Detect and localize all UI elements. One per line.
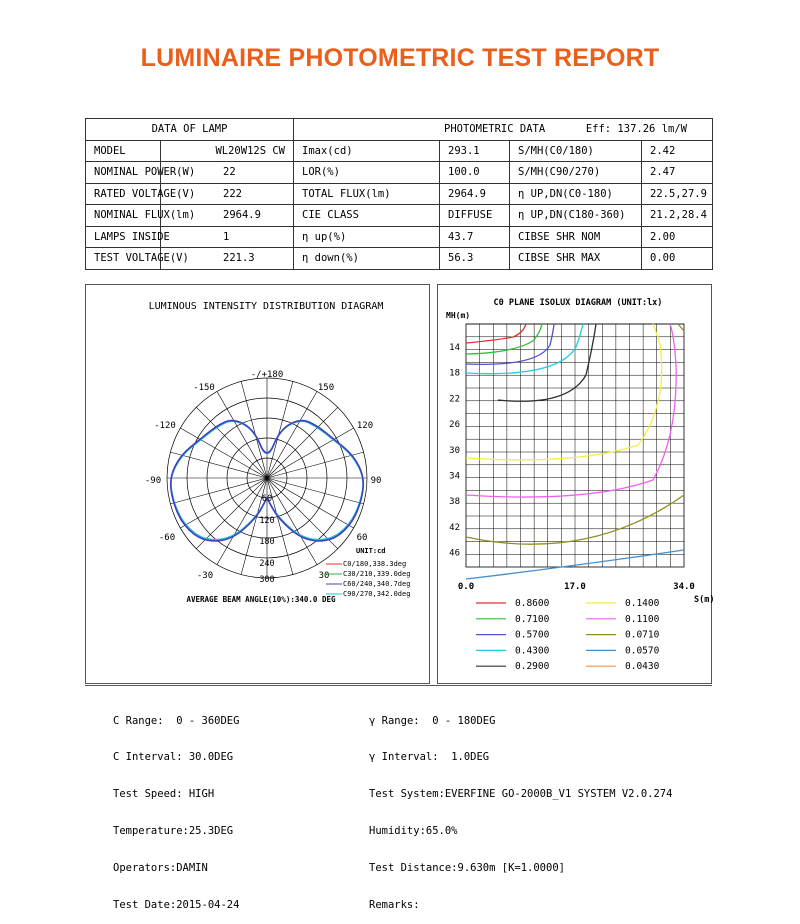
gamma-symbol: γ — [369, 714, 376, 727]
table-row — [86, 183, 713, 205]
x-tick-34: 34.0 — [673, 582, 695, 592]
gamma-interval: Interval: 1.0DEG — [381, 751, 490, 764]
polar-unit: UNIT:cd — [356, 547, 386, 555]
row-label: CIE CLASS — [294, 205, 440, 227]
isolux-diagram-panel — [437, 284, 712, 684]
polar-diagram — [86, 285, 431, 685]
angle-label-180: -/+180 — [250, 370, 284, 380]
row-value: 22.5,27.9 — [642, 183, 713, 205]
angle-label-n30: -30 — [196, 571, 214, 581]
test-date: Test Date:2015-04-24 — [113, 899, 240, 912]
lamp-data-header: DATA OF LAMP — [86, 119, 294, 141]
row-label: RATED VOLTAGE(V) — [86, 183, 161, 205]
row-value: 43.7 — [440, 226, 510, 248]
report-title: LUMINAIRE PHOTOMETRIC TEST REPORT — [140, 44, 660, 72]
x-tick-17: 17.0 — [564, 582, 586, 592]
polar-legend — [326, 547, 410, 598]
isolux-legend — [476, 598, 660, 672]
polar-labels — [145, 370, 382, 585]
test-speed: Test Speed: HIGH — [113, 788, 215, 801]
isolux-y-ticks — [449, 343, 460, 559]
row-label: η down(%) — [294, 248, 440, 270]
row-label: η UP,DN(C180-360) — [510, 205, 642, 227]
angle-label-p60: 60 — [356, 533, 368, 543]
photometric-header-label: PHOTOMETRIC DATA — [444, 123, 546, 136]
polar-grid — [167, 378, 367, 578]
isolux-contour — [466, 324, 526, 343]
gamma-interval-line — [369, 751, 672, 763]
legend-label: 0.4300 — [515, 645, 550, 657]
table-row — [86, 205, 713, 227]
row-value: 2.42 — [642, 140, 713, 162]
row-label: TEST VOLTAGE(V) — [86, 248, 161, 270]
legend-label: 0.1100 — [625, 613, 660, 625]
model-value: WL20W12S CW — [161, 140, 294, 162]
angle-label-n90: -90 — [144, 476, 162, 486]
polar-spoke — [267, 381, 293, 478]
row-value: 100.0 — [440, 162, 510, 184]
legend-label: 0.0710 — [625, 629, 660, 641]
polar-spoke — [217, 391, 267, 478]
row-label: S/MH(C0/180) — [510, 140, 642, 162]
gamma-symbol: γ — [369, 751, 376, 764]
y-axis-label: MH(m) — [446, 311, 471, 320]
y-tick: 26 — [449, 420, 460, 431]
beam-angle: AVERAGE BEAM ANGLE(10%):340.0 DEG — [186, 595, 336, 604]
row-label: η UP,DN(C0-180) — [510, 183, 642, 205]
row-value: 22 — [161, 162, 294, 184]
angle-label-p120: 120 — [356, 421, 374, 431]
radial-label-180: 180 — [259, 537, 275, 547]
row-value: DIFFUSE — [440, 205, 510, 227]
y-tick: 42 — [449, 522, 460, 533]
legend-label: 0.0570 — [625, 645, 660, 657]
row-label: LOR(%) — [294, 162, 440, 184]
polar-spoke — [267, 428, 354, 478]
legend-label: C0/180,338.3deg — [343, 560, 407, 568]
footer-right — [369, 690, 672, 924]
legend-label: 0.8600 — [515, 598, 550, 609]
table-row — [86, 226, 713, 248]
row-label: η up(%) — [294, 226, 440, 248]
x-tick-0: 0.0 — [457, 582, 475, 592]
angle-label-p150: 150 — [317, 383, 335, 393]
humidity: Humidity:65.0% — [369, 825, 458, 838]
row-value: 0.00 — [642, 248, 713, 270]
isolux-x-ticks — [458, 582, 713, 605]
polar-spoke — [267, 478, 364, 504]
legend-label: 0.2900 — [515, 661, 550, 673]
row-label: LAMPS INSIDE — [86, 226, 161, 248]
angle-label-n150: -150 — [193, 383, 215, 393]
row-label: S/MH(C90/270) — [510, 162, 642, 184]
row-label: CIBSE SHR NOM — [510, 226, 642, 248]
footer-divider — [85, 685, 712, 686]
y-tick: 14 — [449, 343, 460, 353]
operators: Operators:DAMIN — [113, 862, 208, 875]
row-label: CIBSE SHR MAX — [510, 248, 642, 270]
gamma-range-line — [369, 715, 672, 727]
row-value: 2.00 — [642, 226, 713, 248]
c-interval: C Interval: 30.0DEG — [113, 751, 234, 764]
efficacy-label: Eff: 137.26 lm/W — [585, 123, 687, 136]
x-axis-label: S(m) — [694, 595, 713, 605]
footer-left — [113, 690, 239, 924]
table-row — [86, 140, 713, 162]
y-tick: 18 — [449, 368, 460, 379]
polar-spoke — [196, 407, 267, 478]
gamma-range: Range: 0 - 180DEG — [381, 714, 496, 727]
polar-spoke — [180, 428, 267, 478]
row-label: Imax(cd) — [294, 140, 440, 162]
y-tick: 22 — [449, 394, 460, 405]
polar-spoke — [267, 478, 354, 528]
polar-spoke — [170, 478, 267, 504]
table-header-row — [86, 119, 713, 141]
angle-label-p90: 90 — [370, 476, 382, 486]
polar-spoke — [267, 407, 338, 478]
row-value: 2964.9 — [440, 183, 510, 205]
y-tick: 38 — [449, 497, 460, 508]
radial-label-300: 300 — [259, 575, 275, 585]
legend-label: 0.0430 — [625, 661, 660, 673]
polar-diagram-panel — [85, 284, 430, 684]
isolux-contour — [678, 324, 684, 331]
polar-spoke — [170, 452, 267, 478]
table-row — [86, 162, 713, 184]
model-label: MODEL — [86, 140, 161, 162]
legend-label: C90/270,342.0deg — [343, 590, 411, 598]
row-value: 222 — [161, 183, 294, 205]
isolux-contour — [466, 324, 676, 497]
angle-label-n60: -60 — [158, 533, 176, 543]
row-value: 56.3 — [440, 248, 510, 270]
radial-label-120: 120 — [259, 516, 275, 526]
photometric-data-header — [294, 119, 713, 141]
polar-title: LUMINOUS INTENSITY DISTRIBUTION DIAGRAM — [148, 301, 384, 312]
row-value: 1 — [161, 226, 294, 248]
y-tick: 30 — [449, 445, 460, 456]
row-value: 293.1 — [440, 140, 510, 162]
remarks: Remarks: — [369, 899, 420, 912]
row-value: 2.47 — [642, 162, 713, 184]
row-value: 221.3 — [161, 248, 294, 270]
legend-label: C60/240,340.7deg — [343, 580, 411, 588]
y-tick: 46 — [449, 548, 460, 559]
angle-label-n120: -120 — [154, 421, 176, 431]
legend-label: 0.7100 — [515, 613, 550, 625]
row-label: NOMINAL POWER(W) — [86, 162, 161, 184]
angle-label-p30: 30 — [318, 571, 330, 581]
polar-spoke — [241, 381, 267, 478]
polar-spoke — [180, 478, 267, 528]
isolux-contour — [466, 324, 554, 364]
photometric-data-table — [85, 118, 713, 270]
temperature: Temperature:25.3DEG — [113, 825, 234, 838]
radial-label-60: 60 — [261, 494, 273, 504]
row-value: 2964.9 — [161, 205, 294, 227]
row-value: 21.2,28.4 — [642, 205, 713, 227]
legend-label: 0.5700 — [515, 629, 550, 641]
isolux-title: C0 PLANE ISOLUX DIAGRAM (UNIT:lx) — [493, 298, 663, 308]
isolux-contour — [466, 324, 583, 374]
c-range: C Range: 0 - 360DEG — [113, 714, 240, 727]
isolux-diagram — [438, 285, 713, 685]
legend-label: C30/210,339.0deg — [343, 570, 411, 578]
y-tick: 34 — [449, 471, 460, 482]
row-label: TOTAL FLUX(lm) — [294, 183, 440, 205]
test-distance: Test Distance:9.630m [K=1.0000] — [369, 862, 565, 875]
table-row — [86, 248, 713, 270]
test-system: Test System:EVERFINE GO-2000B_V1 SYSTEM V2.0.274 — [369, 788, 673, 801]
legend-label: 0.1400 — [625, 598, 660, 609]
isolux-grid — [466, 324, 684, 567]
polar-spoke — [267, 452, 364, 478]
radial-label-240: 240 — [259, 559, 275, 569]
polar-spoke — [267, 391, 317, 478]
row-label: NOMINAL FLUX(lm) — [86, 205, 161, 227]
